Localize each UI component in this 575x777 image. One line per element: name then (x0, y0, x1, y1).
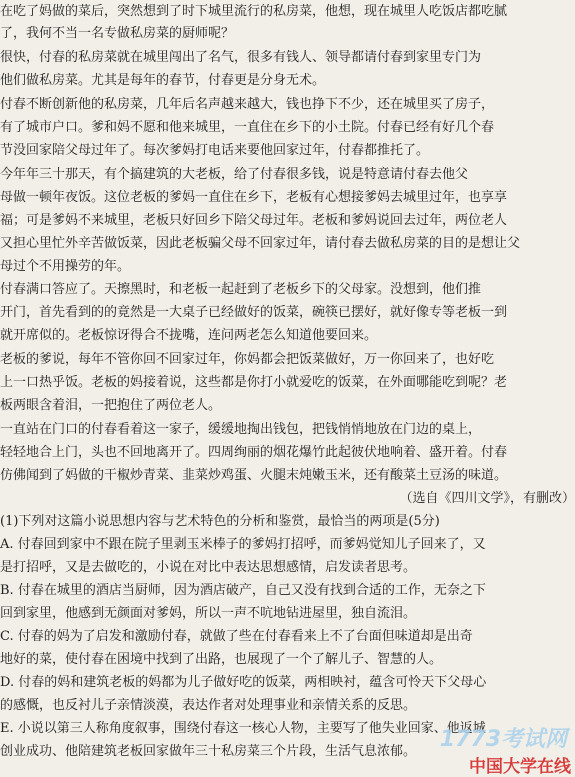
question-line: C. 付春的妈为了启发和激励付春，就做了些在付春看来上不了台面但味道却是出奇 (0, 629, 473, 644)
text-line: 开门，首先看到的的竟然是一大桌子已经做好的饭菜，碗筷已摆好，就好像专等老板一到 (0, 305, 508, 320)
question-line: 是打招呼，又是去做吃的，小说在对比中表达思想感情，启发读者思考。 (0, 560, 417, 575)
text-line: 他们做私房菜。尤其是每年的春节，付春更是分身无术。 (0, 73, 326, 88)
watermark-site: 1773考试网 (439, 727, 567, 752)
text-line: 仿佛闻到了妈做的干椒炒青菜、韭菜炒鸡蛋、火腿末炖嫩玉米，还有酸菜土豆汤的味道。 (0, 468, 508, 483)
text-line: 付春不断创新他的私房菜，几年后名声越来越大，钱也挣下不少，还在城里买了房子， (0, 97, 495, 112)
text-line: 就开席似的。老板惊讶得合不拢嘴，连问两老怎么知道他要回来。 (0, 328, 378, 343)
question-line: (1)下列对这篇小说思想内容与艺术特色的分析和鉴赏，最恰当的两项是(5分) (0, 514, 440, 529)
source-citation: （选自《四川文学》，有删改） (399, 491, 575, 506)
text-line: 有了城市户口。爹和妈不愿和他来城里，一直住在乡下的小土院。付春已经有好几个春 (0, 120, 495, 135)
text-line: 上一口热乎饭。老板的妈接着说，这些都是你打小就爱吃的饭菜，在外面哪能吃到呢？老 (0, 375, 508, 390)
watermark-brand: 中国大学在线 (469, 757, 571, 777)
text-line: 今年年三十那天，有个搞建筑的大老板，给了付春很多钱，说是特意请付春去他父 (0, 167, 469, 182)
text-line: 节没回家陪父母过年了。每次爹妈打电话来要他回家过年，付春都推托了。 (0, 143, 430, 158)
text-line: 轻轻地合上门，头也不回地离开了。四周绚丽的烟花爆竹此起彼伏地响着、盛开着。付春 (0, 445, 508, 460)
text-line: 又担心里忙外辛苦做饭菜，因此老板骗父母不回家过年，请付春去做私房菜的目的是想让父 (0, 236, 521, 251)
text-line: 母过个不用操劳的年。 (0, 259, 131, 274)
text-line: 母做一顿年夜饭。这位老板的爹妈一直住在乡下，老板有心想接爹妈去城里过年，也享享 (0, 190, 508, 205)
question-line: A. 付春回到家中不跟在院子里剥玉米棒子的爹妈打招呼，而爹妈觉知儿子回来了，又 (0, 537, 486, 552)
question-line: 地好的菜，使付春在困境中找到了出路，也展现了一个了解儿子、智慧的人。 (0, 652, 443, 667)
text-line: 付春满口答应了。天擦黑时，和老板一起赶到了老板乡下的父母家。没想到，他们推 (0, 282, 482, 297)
question-line: E. 小说以第三人称角度叙事，围绕付春这一核心人物，主要写了他失业回家、他返城 (0, 721, 486, 736)
text-line: 一直站在门口的付春看着这一家子，缓缓地掏出钱包，把钱悄悄地放在门边的桌上， (0, 422, 482, 437)
question-line: D. 付春的妈和建筑老板的妈都为儿子做好吃的饭菜，两相映衬，蕴含可怜天下父母心 (0, 675, 487, 690)
text-line: 在吃了妈做的菜后，突然想到了时下城里流行的私房菜，他想，现在城里人吃饭店都吃腻 (0, 4, 508, 19)
text-line: 很快，付春的私房菜就在城里闯出了名气，很多有钱人、领导都请付春到家里专门为 (0, 50, 482, 65)
question-line: 创业成功、他陪建筑老板回家做年三十私房菜三个片段，生活气息浓郁。 (0, 744, 417, 759)
question-line: 的感慨，也反衬儿子亲情淡漠，表达作者对处理事业和亲情关系的反思。 (0, 698, 417, 713)
question-line: B. 付春在城里的酒店当厨师，因为酒店破产，自己又没有找到合适的工作，无奈之下 (0, 583, 486, 598)
question-line: 回到家里，他感到无颜面对爹妈，所以一声不吭地钻进屋里，独自流泪。 (0, 606, 417, 621)
text-line: 福；可是爹妈不来城里，老板只好回乡下陪父母过年。老板和爹妈说回去过年，两位老人 (0, 213, 508, 228)
text-line: 了，我何不当一名专做私房菜的厨师呢？ (0, 26, 235, 41)
text-line: 老板的爹说，每年不管你回不回家过年，你妈都会把饭菜做好，万一你回来了，也好吃 (0, 352, 495, 367)
watermark (438, 722, 575, 776)
text-line: 板两眼含着泪，一把抱住了两位老人。 (0, 398, 222, 413)
